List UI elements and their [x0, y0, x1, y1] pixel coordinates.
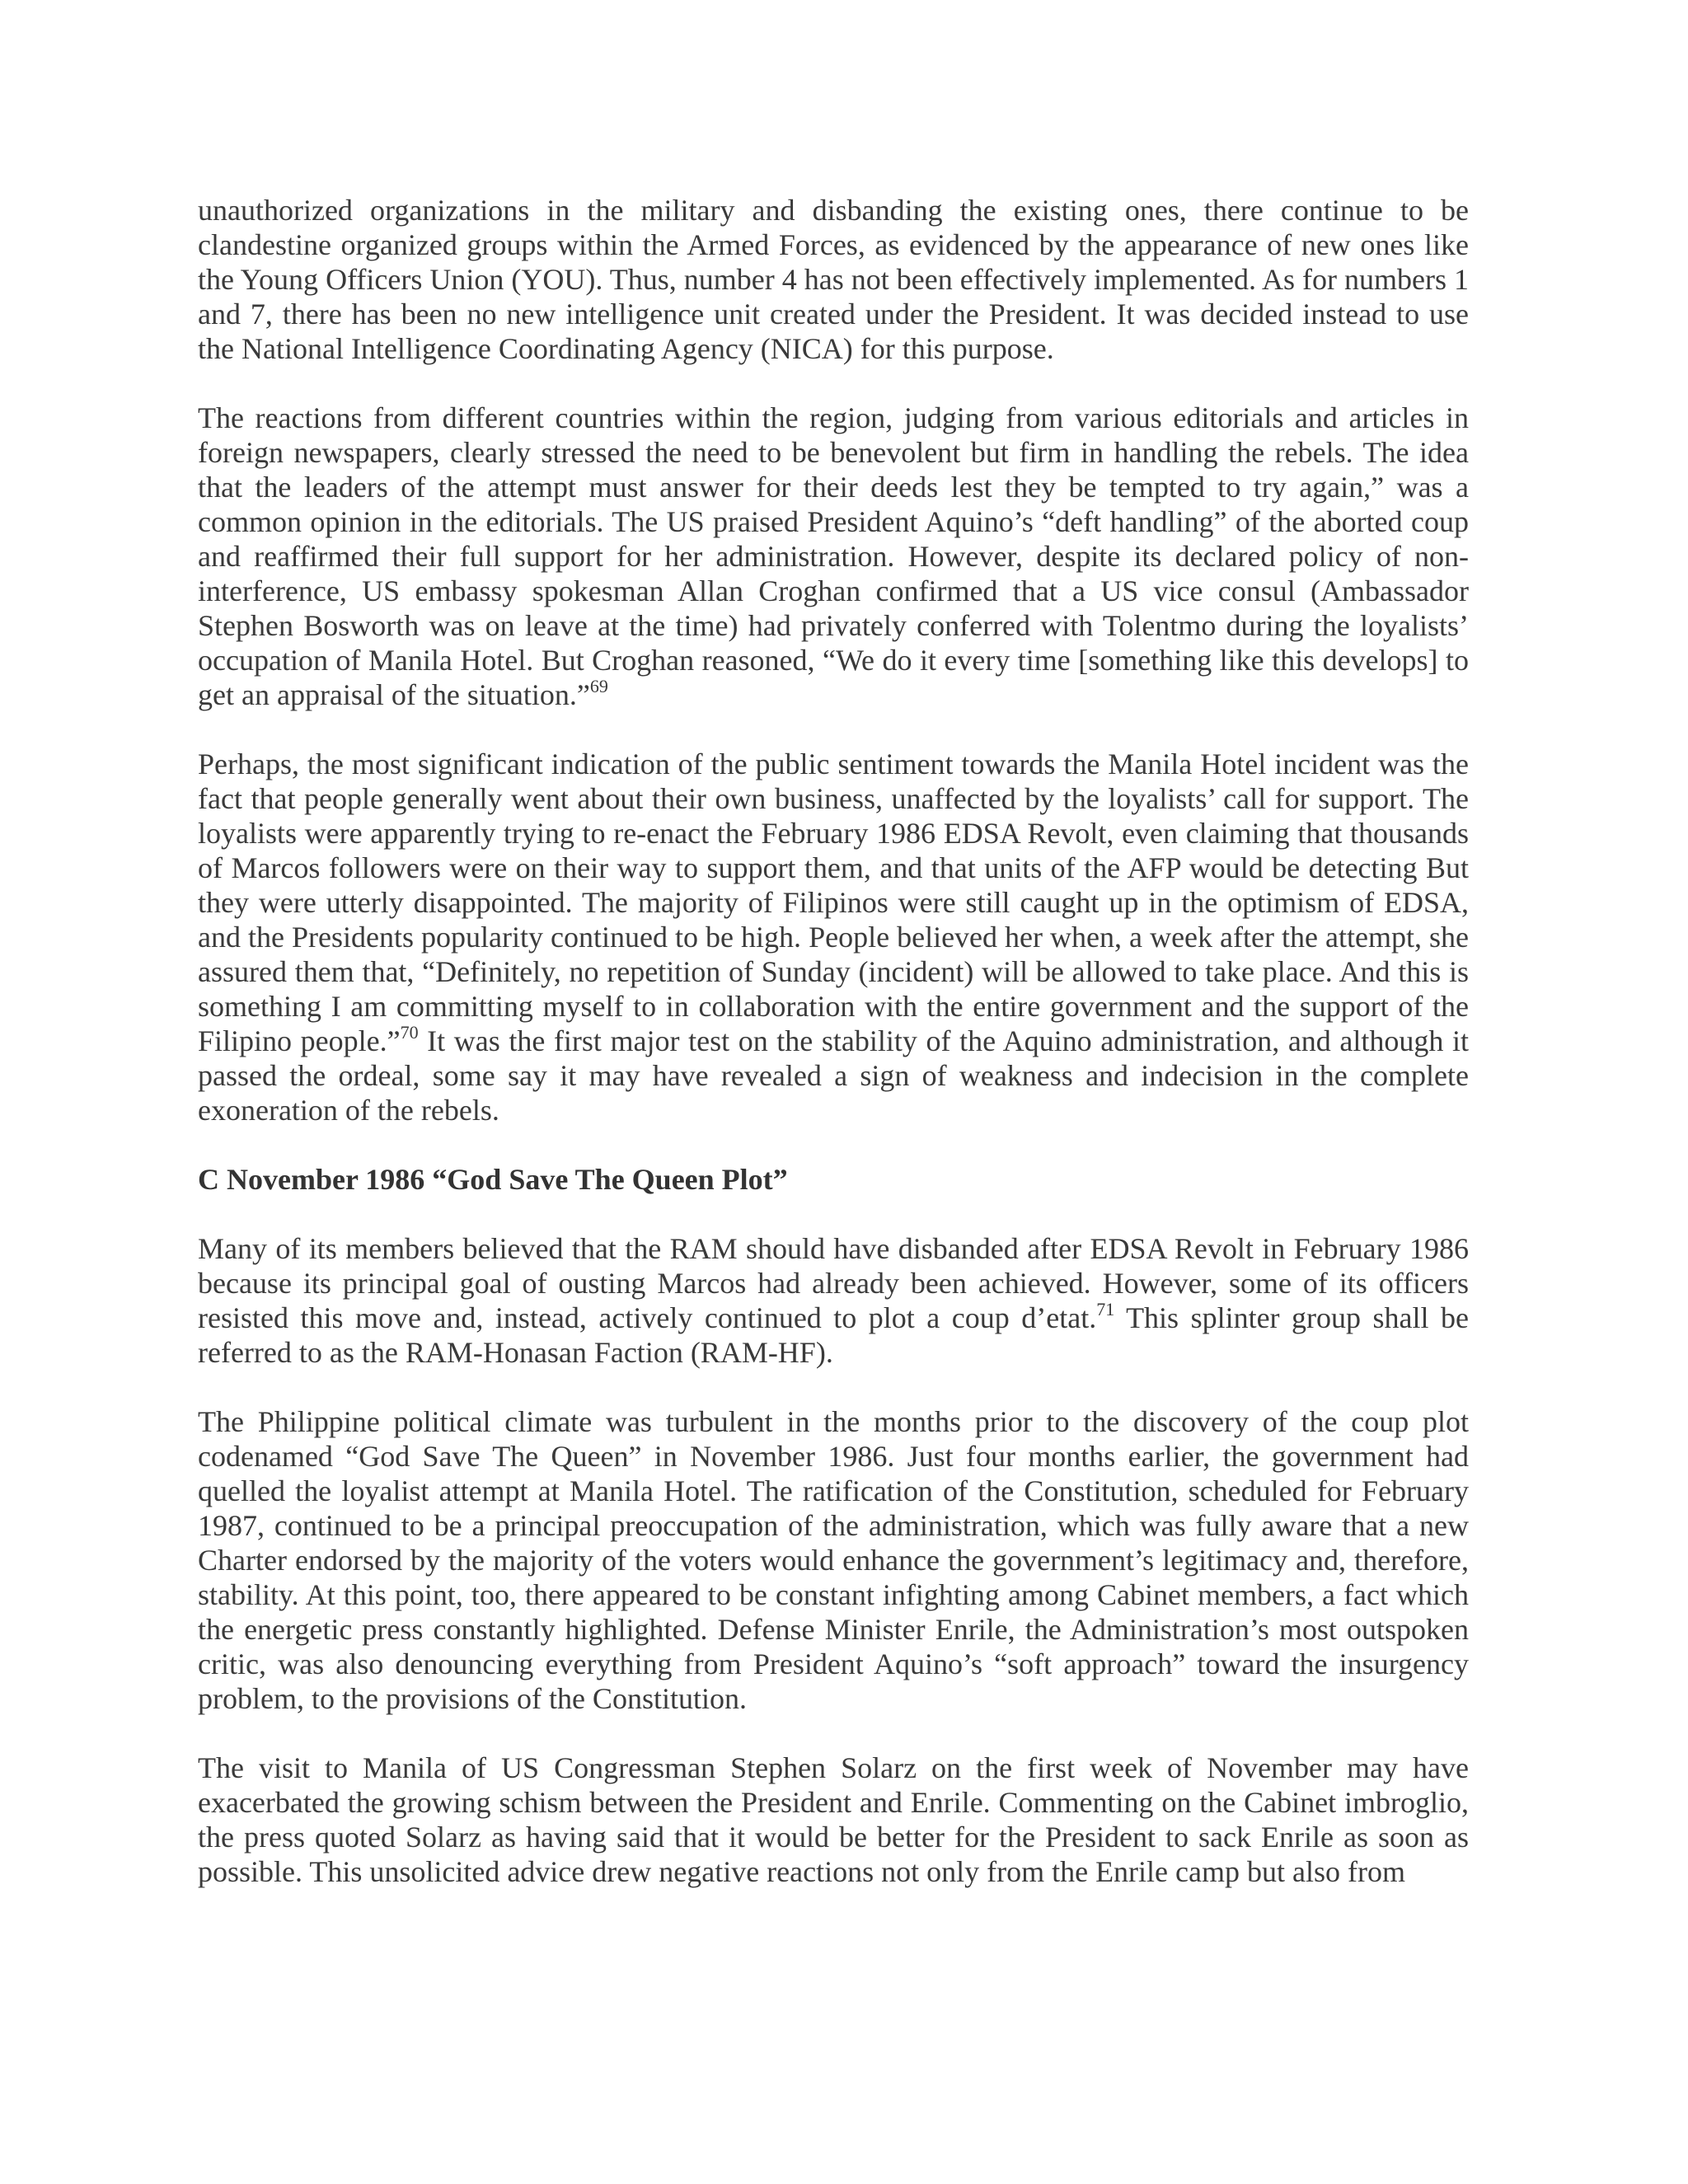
section-heading-text: C November 1986 “God Save The Queen Plot”: [198, 1163, 788, 1196]
paragraph-5: [198, 1404, 1469, 1716]
paragraph-6: [198, 1750, 1469, 1889]
paragraph-4-text-b: This splinter group shall be referred to as the RAM-Honasan Faction (RAM-HF).: [198, 1301, 1470, 1369]
paragraph-2-text: The reactions from different countries within the region, judging from various editorials and articles in foreign newspapers, clearly stressed the need to be benevolent but firm in handling the rebels. The idea that the leaders of the attempt must answer for their deeds lest they be tempted to try again,” was a common opinion in the editorials. The US praised President Aquino’s “deft handling” of the aborted coup and reaffirmed their full support for her administration. However, despite its declared policy of non-interference, US embassy spokesman Allan Croghan confirmed that a US vice consul (Ambassador Stephen Bosworth was on leave at the time) had privately conferred with Tolentmo during the loyalists’ occupation of Manila Hotel. But Croghan reasoned, “We do it every time [something like this develops] to get an appraisal of the situation.”: [198, 401, 1469, 711]
paragraph-1-text: unauthorized organizations in the military and disbanding the existing ones, there continue to be clandestine organized groups within the Armed Forces, as evidenced by the appearance of new ones like the Young Officers Union (YOU). Thus, number 4 has not been effectively implemented. As for numbers 1 and 7, there has been no new intelligence unit created under the President. It was decided instead to use the National Intelligence Coordinating Agency (NICA) for this purpose.: [198, 194, 1469, 365]
footnote-ref-70[interactable]: 70: [400, 1022, 419, 1043]
paragraph-2: [198, 401, 1469, 712]
paragraph-5-text: The Philippine political climate was turbulent in the months prior to the discovery of the coup plot codenamed “God Save The Queen” in November 1986. Just four months earlier, the government had quelled the loyalist attempt at Manila Hotel. The ratification of the Constitution, scheduled for February 1987, continued to be a principal preoccupation of the administration, which was fully aware that a new Charter endorsed by the majority of the voters would enhance the government’s legitimacy and, therefore, stability. At this point, too, there appeared to be constant infighting among Cabinet members, a fact which the energetic press constantly highlighted. Defense Minister Enrile, the Administration’s most outspoken critic, was also denouncing everything from President Aquino’s “soft approach” toward the insurgency problem, to the provisions of the Constitution.: [198, 1405, 1469, 1715]
paragraph-3-text-b: It was the first major test on the stability of the Aquino administration, and although it passed the ordeal, some say it may have revealed a sign of weakness and indecision in the complete exoneration of the rebels.: [198, 1024, 1469, 1127]
footnote-ref-69[interactable]: 69: [589, 676, 608, 696]
paragraph-4: [198, 1231, 1469, 1370]
paragraph-4-text-a: Many of its members believed that the RAM should have disbanded after EDSA Revolt in February 1986 because its principal goal of ousting Marcos had already been achieved. However, some of its officers resisted this move and, instead, actively continued to plot a coup d’etat.: [198, 1232, 1469, 1334]
section-heading: [198, 1162, 1469, 1197]
footnote-ref-71[interactable]: 71: [1096, 1299, 1115, 1319]
paragraph-3: [198, 747, 1469, 1127]
paragraph-3-text-a: Perhaps, the most significant indication of the public sentiment towards the Manila Hotel incident was the fact that people generally went about their own business, unaffected by the loyalists’ call for support. The loyalists were apparently trying to re-enact the February 1986 EDSA Revolt, even claiming that thousands of Marcos followers were on their way to support them, and that units of the AFP would be detecting But they were utterly disappointed. The majority of Filipinos were still caught up in the optimism of EDSA, and the Presidents popularity continued to be high. People believed her when, a week after the attempt, she assured them that, “Definitely, no repetition of Sunday (incident) will be allowed to take place. And this is something I am committing myself to in collaboration with the entire government and the support of the Filipino people.”: [198, 748, 1469, 1057]
paragraph-6-text: The visit to Manila of US Congressman Stephen Solarz on the first week of November may have exacerbated the growing schism between the President and Enrile. Commenting on the Cabinet imbroglio, the press quoted Solarz as having said that it would be better for the President to sack Enrile as soon as possible. This unsolicited advice drew negative reactions not only from the Enrile camp but also from: [198, 1751, 1469, 1888]
document-body: [198, 193, 1469, 1889]
paragraph-1: [198, 193, 1469, 366]
